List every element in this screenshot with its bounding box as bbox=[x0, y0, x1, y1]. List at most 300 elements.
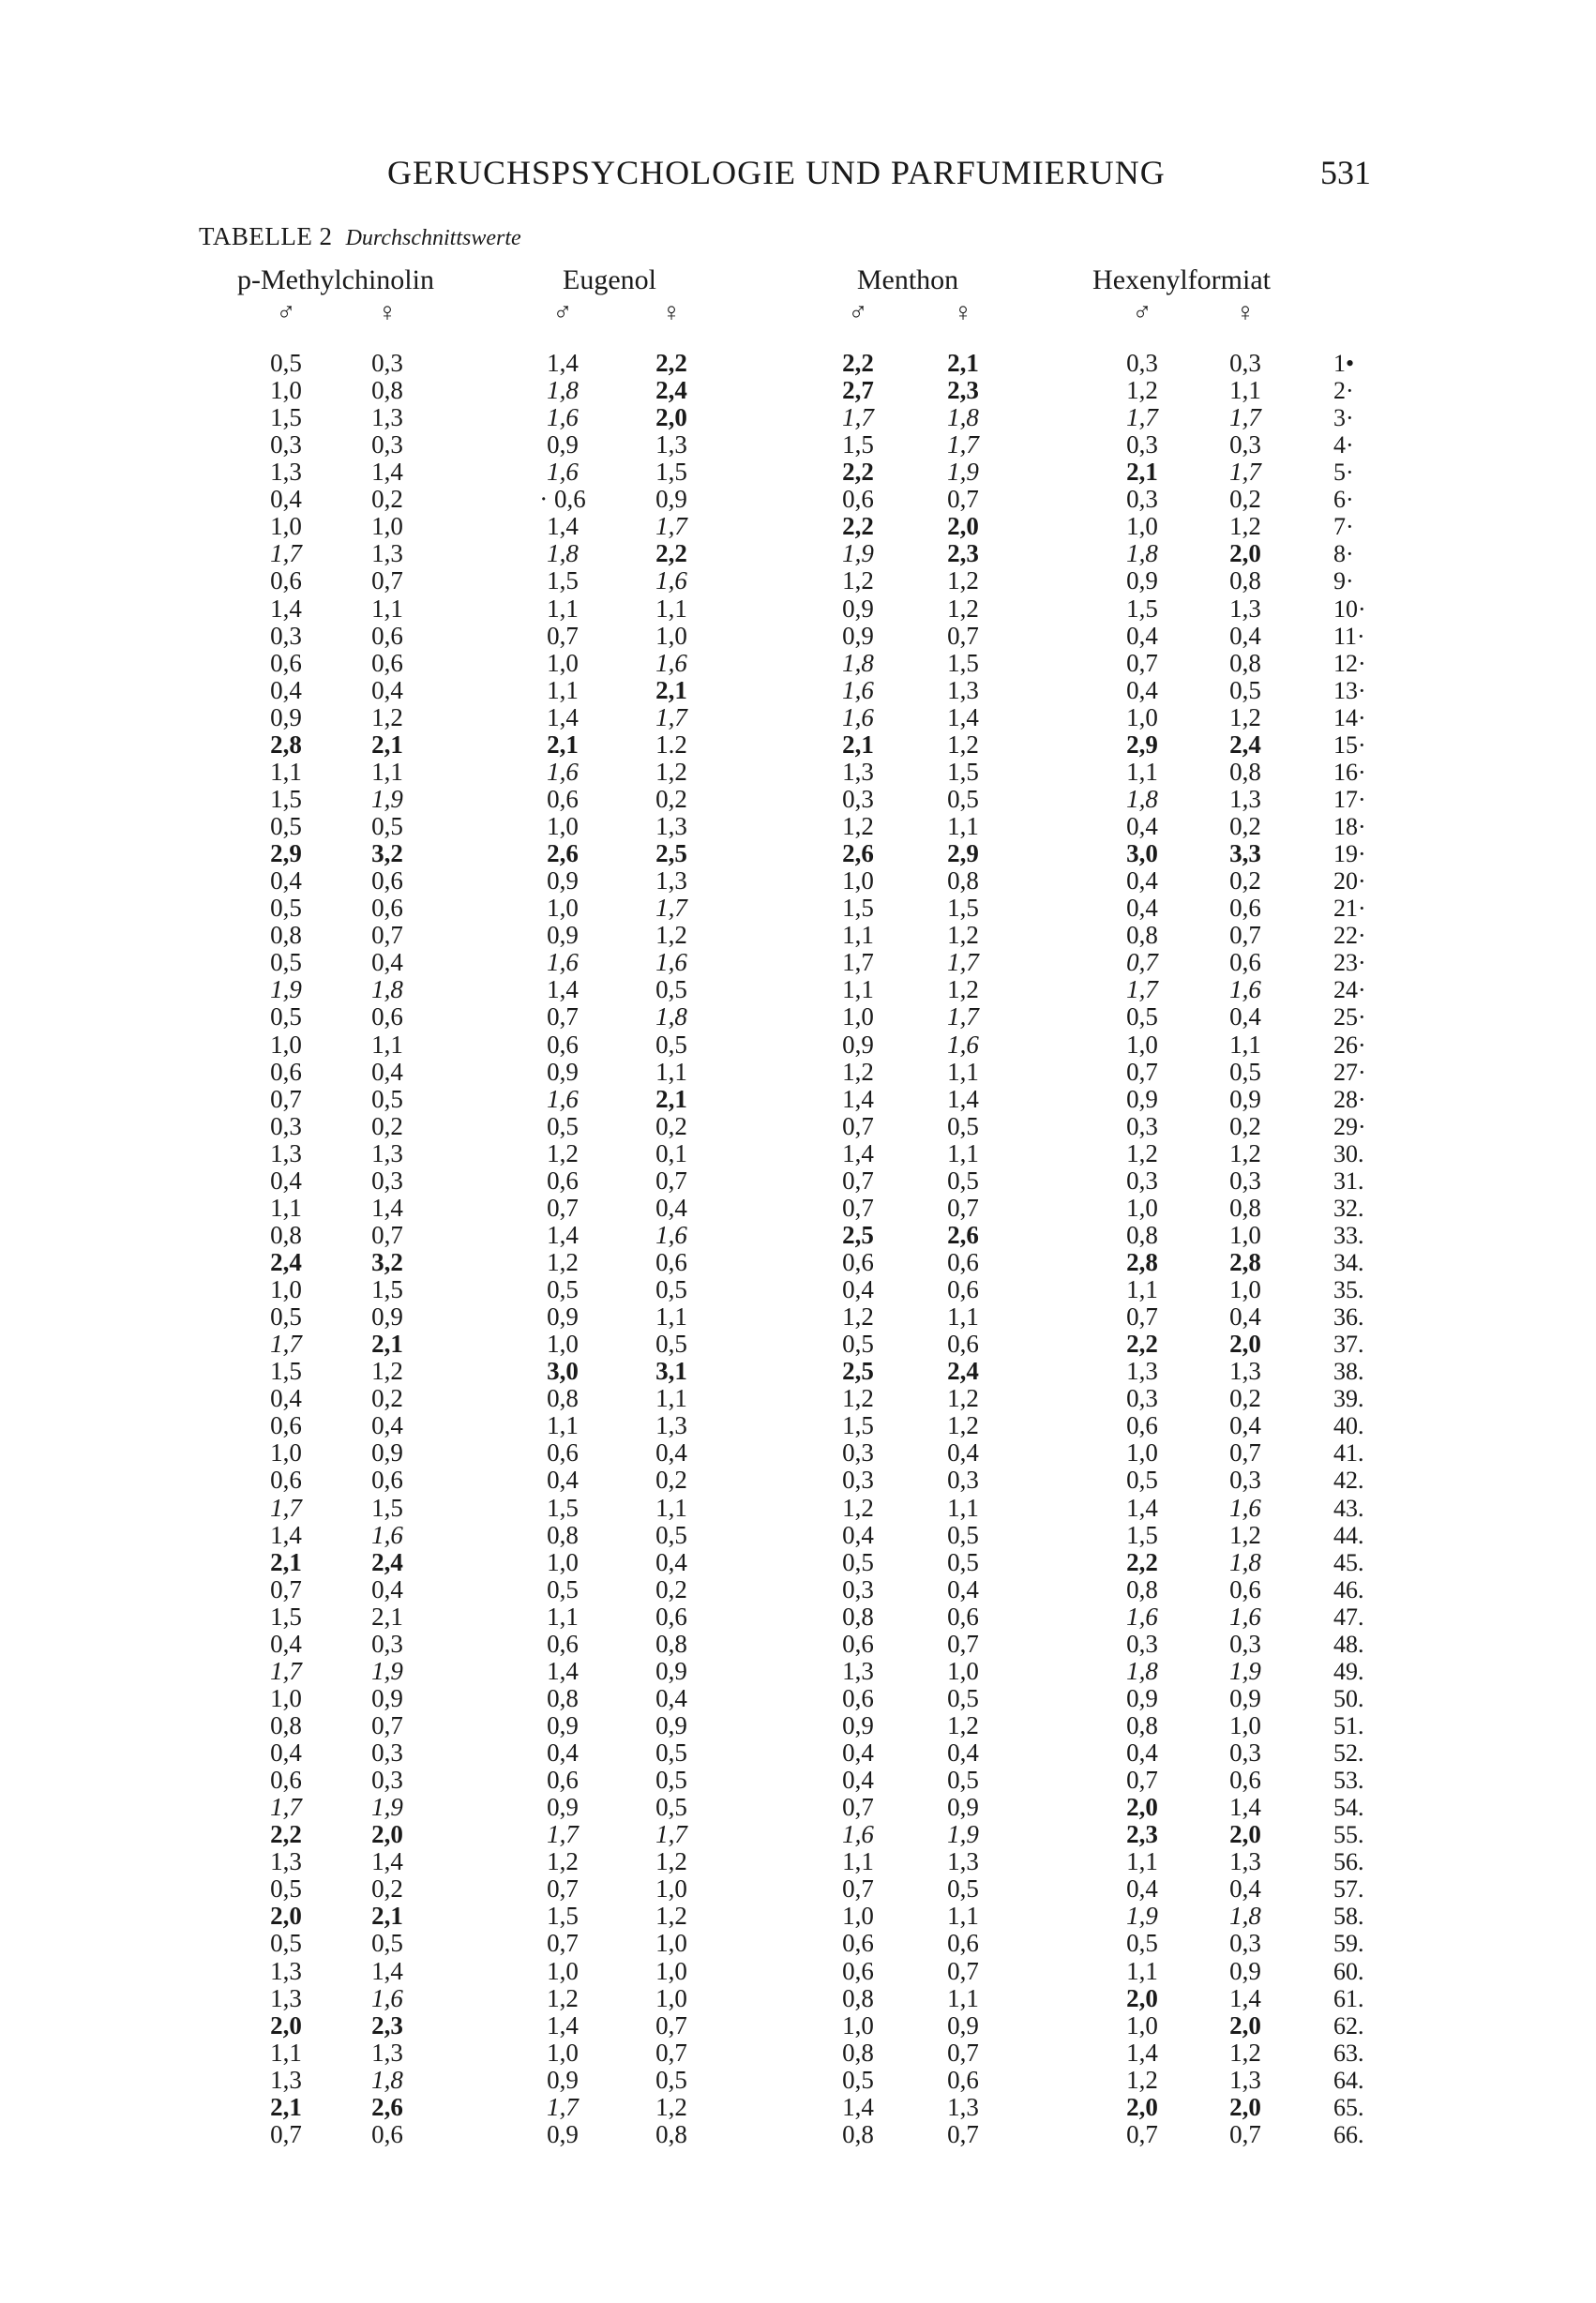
table-cell: 2,3 bbox=[371, 2010, 403, 2040]
row-number: 8· bbox=[1333, 540, 1354, 568]
table-cell: 1,3 bbox=[270, 2065, 302, 2094]
table-cell: 1,3 bbox=[371, 539, 403, 568]
table-cell: 1,4 bbox=[547, 975, 579, 1004]
table-cell: 1,7 bbox=[1126, 975, 1158, 1004]
table-cell: 1,2 bbox=[1229, 512, 1261, 541]
table-cell: 1,2 bbox=[947, 975, 979, 1004]
table-cell: 1,8 bbox=[1126, 1656, 1158, 1685]
table-cell: 1,2 bbox=[947, 921, 979, 950]
table-cell: 1,6 bbox=[1229, 1493, 1261, 1522]
table-cell: 1,7 bbox=[547, 2092, 579, 2121]
table-cell: 0,2 bbox=[371, 1384, 403, 1413]
table-cell: 1,1 bbox=[842, 921, 874, 950]
table-cell: 1,1 bbox=[1126, 1847, 1158, 1876]
table-cell: 1,8 bbox=[1229, 1547, 1261, 1576]
table-cell: 1,0 bbox=[655, 1983, 687, 2012]
table-cell: 0,6 bbox=[947, 1929, 979, 1958]
table-cell: 1,1 bbox=[947, 1493, 979, 1522]
table-cell: 0,4 bbox=[947, 1438, 979, 1468]
table-cell: 1,6 bbox=[547, 1084, 579, 1113]
table-cell: 0,5 bbox=[371, 1084, 403, 1113]
table-cell: 0,9 bbox=[842, 1711, 874, 1739]
table-cell: 3,1 bbox=[655, 1357, 687, 1386]
column-header-eugenol: Eugenol bbox=[563, 264, 656, 295]
table-cell: 1,2 bbox=[1126, 376, 1158, 405]
table-cell: 0,7 bbox=[1229, 921, 1261, 950]
row-number: 58. bbox=[1333, 1903, 1364, 1931]
row-number: 63. bbox=[1333, 2039, 1364, 2067]
table-cell: 0,9 bbox=[547, 1302, 579, 1332]
table-cell: 0,7 bbox=[947, 2038, 979, 2067]
table-cell: 0,6 bbox=[1126, 1411, 1158, 1440]
table-cell: 2,0 bbox=[1229, 1820, 1261, 1849]
table-row bbox=[0, 1767, 1596, 1794]
table-cell: 1,5 bbox=[371, 1493, 403, 1522]
table-cell: 0,3 bbox=[371, 1629, 403, 1658]
table-cell: 0,3 bbox=[1126, 485, 1158, 514]
table-cell: 2,4 bbox=[947, 1357, 979, 1386]
table-cell: 1,5 bbox=[842, 430, 874, 459]
table-cell: 0,2 bbox=[655, 784, 687, 813]
table-cell: 1,1 bbox=[1229, 376, 1261, 405]
table-cell: 0,3 bbox=[371, 1739, 403, 1768]
table-cell: 1,8 bbox=[371, 975, 403, 1004]
table-cell: 2,4 bbox=[371, 1547, 403, 1576]
table-cell: 0,9 bbox=[1229, 1683, 1261, 1712]
table-cell: 1,2 bbox=[655, 2092, 687, 2121]
table-row bbox=[0, 1685, 1596, 1712]
table-cell: 1,4 bbox=[270, 594, 302, 623]
table-cell: 0,4 bbox=[947, 1574, 979, 1603]
table-cell: 0,5 bbox=[655, 1275, 687, 1304]
table-cell: 1,6 bbox=[842, 702, 874, 731]
table-cell: 1,1 bbox=[947, 1138, 979, 1167]
table-cell: 0,9 bbox=[655, 1656, 687, 1685]
table-row bbox=[0, 840, 1596, 867]
table-cell: 0,3 bbox=[1229, 1466, 1261, 1495]
table-cell: 0,4 bbox=[270, 866, 302, 896]
table-cell: 0,4 bbox=[1126, 866, 1158, 896]
table-cell: 1,2 bbox=[842, 1057, 874, 1086]
table-cell: 0,5 bbox=[655, 1739, 687, 1768]
table-cell: 1,1 bbox=[842, 975, 874, 1004]
table-cell: 1,1 bbox=[371, 1030, 403, 1059]
table-cell: 2,8 bbox=[1126, 1247, 1158, 1276]
table-cell: 2,3 bbox=[947, 539, 979, 568]
table-cell: 2,0 bbox=[270, 2010, 302, 2040]
table-cell: 0,3 bbox=[1126, 1629, 1158, 1658]
table-cell: 0,3 bbox=[1126, 430, 1158, 459]
table-cell: 0,8 bbox=[1229, 648, 1261, 677]
table-cell: 0,8 bbox=[1126, 1711, 1158, 1739]
row-number: 46. bbox=[1333, 1575, 1364, 1603]
table-cell: 0,8 bbox=[842, 2119, 874, 2148]
table-row bbox=[0, 759, 1596, 786]
table-cell: 1,8 bbox=[947, 403, 979, 432]
row-number: 53. bbox=[1333, 1767, 1364, 1795]
table-cell: 0,4 bbox=[270, 485, 302, 514]
table-cell: 0,4 bbox=[1229, 1002, 1261, 1031]
table-cell: 0,5 bbox=[655, 1330, 687, 1359]
table-cell: 0,3 bbox=[1126, 1166, 1158, 1195]
table-cell: 0,9 bbox=[547, 1711, 579, 1739]
table-cell: 1,3 bbox=[655, 1411, 687, 1440]
table-cell: 1,0 bbox=[655, 1929, 687, 1958]
row-number: 60. bbox=[1333, 1957, 1364, 1985]
table-row bbox=[0, 1412, 1596, 1439]
table-cell: 1,3 bbox=[371, 403, 403, 432]
table-cell: 1,2 bbox=[947, 1384, 979, 1413]
table-cell: 1,0 bbox=[547, 812, 579, 841]
table-cell: 0,7 bbox=[1126, 1057, 1158, 1086]
table-cell: 0,3 bbox=[1229, 430, 1261, 459]
table-label: TABELLE 2 bbox=[199, 222, 333, 250]
table-cell: 1,1 bbox=[947, 1983, 979, 2012]
table-cell: 0,6 bbox=[655, 1602, 687, 1631]
sex-header-female: ♀ bbox=[953, 298, 973, 327]
table-cell: 0,7 bbox=[547, 621, 579, 650]
row-number: 33. bbox=[1333, 1221, 1364, 1249]
table-cell: 2,1 bbox=[270, 1547, 302, 1576]
table-row bbox=[0, 1222, 1596, 1249]
table-row bbox=[0, 1195, 1596, 1222]
table-cell: 2,1 bbox=[842, 730, 874, 759]
table-cell: 1,3 bbox=[947, 675, 979, 704]
row-number: 42. bbox=[1333, 1467, 1364, 1495]
table-cell: 1,7 bbox=[547, 1820, 579, 1849]
table-cell: 0,9 bbox=[1126, 566, 1158, 595]
table-cell: 1,4 bbox=[371, 1956, 403, 1985]
table-cell: 1,2 bbox=[547, 1983, 579, 2012]
table-cell: 0,5 bbox=[842, 1330, 874, 1359]
table-cell: 1,3 bbox=[947, 1847, 979, 1876]
table-cell: 1,1 bbox=[371, 757, 403, 786]
table-cell: 0,6 bbox=[270, 566, 302, 595]
table-cell: 0,9 bbox=[1229, 1084, 1261, 1113]
table-cell: 0,4 bbox=[1229, 1411, 1261, 1440]
table-cell: 1,2 bbox=[842, 1493, 874, 1522]
table-cell: 0,3 bbox=[1126, 1384, 1158, 1413]
table-cell: 0,5 bbox=[947, 1547, 979, 1576]
table-cell: 1,0 bbox=[1126, 512, 1158, 541]
row-number: 21· bbox=[1333, 895, 1366, 923]
row-number: 12· bbox=[1333, 649, 1366, 677]
table-cell: 1,4 bbox=[270, 1520, 302, 1549]
table-row bbox=[0, 1985, 1596, 2012]
table-cell: 1,0 bbox=[842, 1902, 874, 1931]
table-cell: 0,5 bbox=[947, 784, 979, 813]
table-cell: 1,0 bbox=[270, 376, 302, 405]
table-cell: 0,7 bbox=[1126, 1302, 1158, 1332]
row-number: 25· bbox=[1333, 1003, 1366, 1031]
table-cell: 1,6 bbox=[547, 757, 579, 786]
table-cell: 2,5 bbox=[655, 839, 687, 868]
table-cell: 0,6 bbox=[371, 2119, 403, 2148]
table-cell: 1,1 bbox=[547, 594, 579, 623]
table-cell: 0,8 bbox=[1126, 921, 1158, 950]
table-cell: 1,6 bbox=[655, 1220, 687, 1249]
table-cell: 0,3 bbox=[270, 621, 302, 650]
table-cell: 0,8 bbox=[1229, 566, 1261, 595]
table-cell: 1,7 bbox=[655, 702, 687, 731]
table-cell: 1,5 bbox=[1126, 1520, 1158, 1549]
table-cell: 0,7 bbox=[947, 2119, 979, 2148]
table-cell: 1,3 bbox=[655, 430, 687, 459]
table-cell: 0,8 bbox=[270, 921, 302, 950]
table-cell: 1,4 bbox=[1126, 1493, 1158, 1522]
row-number: 50. bbox=[1333, 1684, 1364, 1712]
table-row bbox=[0, 2012, 1596, 2040]
table-row bbox=[0, 1059, 1596, 1086]
table-cell: 0,8 bbox=[371, 376, 403, 405]
table-cell: 1,8 bbox=[655, 1002, 687, 1031]
table-cell: 0,5 bbox=[270, 894, 302, 923]
table-cell: 0,5 bbox=[842, 2065, 874, 2094]
table-cell: 1,2 bbox=[1229, 702, 1261, 731]
table-cell: 0,5 bbox=[1126, 1929, 1158, 1958]
table-cell: 1,8 bbox=[547, 539, 579, 568]
table-cell: 1.2 bbox=[655, 730, 687, 759]
table-cell: 1,4 bbox=[371, 458, 403, 487]
table-cell: 0,7 bbox=[842, 1111, 874, 1140]
table-cell: 1,5 bbox=[947, 648, 979, 677]
table-cell: 0,6 bbox=[947, 1602, 979, 1631]
row-number: 66. bbox=[1333, 2120, 1364, 2148]
table-cell: 0,5 bbox=[270, 1302, 302, 1332]
table-cell: 1,2 bbox=[947, 730, 979, 759]
table-cell: 0,4 bbox=[371, 1411, 403, 1440]
table-cell: 1,2 bbox=[1229, 1138, 1261, 1167]
table-cell: 1,4 bbox=[1229, 1793, 1261, 1822]
row-number: 55. bbox=[1333, 1821, 1364, 1849]
table-row bbox=[0, 1549, 1596, 1576]
table-cell: 1,4 bbox=[547, 349, 579, 377]
table-cell: 2,6 bbox=[842, 839, 874, 868]
table-cell: 1,2 bbox=[547, 1247, 579, 1276]
table-cell: 0,2 bbox=[1229, 812, 1261, 841]
table-cell: 2,5 bbox=[842, 1220, 874, 1249]
table-cell: 0,8 bbox=[842, 1983, 874, 2012]
table-cell: 1,9 bbox=[842, 539, 874, 568]
page-number: 531 bbox=[1320, 154, 1371, 191]
table-cell: 1,0 bbox=[1126, 1438, 1158, 1468]
table-cell: 1,6 bbox=[547, 458, 579, 487]
table-caption bbox=[199, 222, 521, 251]
table-cell: 0,3 bbox=[371, 1766, 403, 1795]
table-cell: 2,1 bbox=[655, 1084, 687, 1113]
table-cell: 1,7 bbox=[270, 1793, 302, 1822]
table-cell: 1,3 bbox=[270, 1956, 302, 1985]
table-cell: 0,6 bbox=[547, 1438, 579, 1468]
row-number: 51. bbox=[1333, 1712, 1364, 1739]
table-cell: 1,2 bbox=[655, 757, 687, 786]
table-cell: 1,9 bbox=[371, 1656, 403, 1685]
row-number: 52. bbox=[1333, 1739, 1364, 1768]
row-number: 2· bbox=[1333, 377, 1354, 405]
table-cell: 0,5 bbox=[947, 1766, 979, 1795]
table-cell: 1,9 bbox=[371, 784, 403, 813]
column-header-menthon: Menthon bbox=[856, 264, 959, 295]
table-cell: 0,6 bbox=[1229, 894, 1261, 923]
table-cell: 1,1 bbox=[655, 1384, 687, 1413]
table-cell: 0,1 bbox=[655, 1138, 687, 1167]
table-cell: 1,8 bbox=[1229, 1902, 1261, 1931]
table-cell: 0,6 bbox=[547, 1766, 579, 1795]
table-cell: 2,1 bbox=[371, 1602, 403, 1631]
table-cell: 0,7 bbox=[842, 1874, 874, 1904]
table-cell: 0,9 bbox=[1229, 1956, 1261, 1985]
table-cell: 0,4 bbox=[947, 1739, 979, 1768]
table-cell: 0,7 bbox=[1229, 2119, 1261, 2148]
table-row bbox=[0, 350, 1596, 377]
table-cell: 0,7 bbox=[947, 621, 979, 650]
table-cell: 1,0 bbox=[270, 1275, 302, 1304]
table-cell: 0,5 bbox=[947, 1874, 979, 1904]
table-row bbox=[0, 1576, 1596, 1603]
table-cell: 0,3 bbox=[1126, 349, 1158, 377]
row-number: 15· bbox=[1333, 730, 1366, 759]
table-cell: 1,7 bbox=[947, 1002, 979, 1031]
table-cell: 1,9 bbox=[270, 975, 302, 1004]
table-cell: 1,4 bbox=[842, 1084, 874, 1113]
table-cell: 1,8 bbox=[1126, 784, 1158, 813]
table-cell: 1,0 bbox=[842, 2010, 874, 2040]
row-number: 65. bbox=[1333, 2093, 1364, 2121]
table-cell: 0,6 bbox=[270, 1766, 302, 1795]
table-cell: 0,4 bbox=[842, 1766, 874, 1795]
row-number: 26· bbox=[1333, 1031, 1366, 1059]
table-cell: 0,2 bbox=[1229, 1384, 1261, 1413]
table-cell: 1,3 bbox=[270, 458, 302, 487]
table-cell: 0,6 bbox=[547, 1166, 579, 1195]
table-cell: 0,9 bbox=[270, 702, 302, 731]
table-cell: 2,0 bbox=[655, 403, 687, 432]
sex-header-female: ♀ bbox=[1235, 298, 1256, 327]
table-cell: 1,6 bbox=[655, 948, 687, 977]
table-cell: 1,9 bbox=[1126, 1902, 1158, 1931]
table-cell: 0,3 bbox=[947, 1466, 979, 1495]
table-cell: 2,1 bbox=[371, 1902, 403, 1931]
table-row bbox=[0, 2067, 1596, 2094]
row-number: 1• bbox=[1333, 350, 1355, 377]
sex-header-male: ♂ bbox=[276, 298, 296, 327]
table-cell: 1,0 bbox=[1126, 702, 1158, 731]
table-cell: 1,2 bbox=[371, 702, 403, 731]
table-cell: 0,4 bbox=[1126, 675, 1158, 704]
table-row bbox=[0, 1794, 1596, 1821]
table-cell: 0,7 bbox=[1229, 1438, 1261, 1468]
table-cell: 1,2 bbox=[1229, 2038, 1261, 2067]
table-cell: 0,7 bbox=[1126, 948, 1158, 977]
table-cell: 1,2 bbox=[371, 1357, 403, 1386]
table-cell: 1,0 bbox=[270, 1683, 302, 1712]
table-cell: 1,5 bbox=[655, 458, 687, 487]
row-number: 43. bbox=[1333, 1494, 1364, 1522]
table-row bbox=[0, 1658, 1596, 1685]
table-cell: 0,5 bbox=[270, 1929, 302, 1958]
table-cell: 1,1 bbox=[947, 1057, 979, 1086]
table-cell: 0,4 bbox=[270, 1384, 302, 1413]
table-cell: 0,5 bbox=[947, 1166, 979, 1195]
table-cell: 2,0 bbox=[1126, 2092, 1158, 2121]
table-cell: 1,0 bbox=[655, 621, 687, 650]
row-number: 38. bbox=[1333, 1358, 1364, 1386]
table-cell: 1,5 bbox=[547, 1493, 579, 1522]
table-cell: 0,5 bbox=[1229, 675, 1261, 704]
table-cell: 0,2 bbox=[371, 1874, 403, 1904]
table-cell: 1,5 bbox=[270, 1357, 302, 1386]
table-cell: 3,0 bbox=[547, 1357, 579, 1386]
table-cell: 0,6 bbox=[547, 784, 579, 813]
table-cell: 0,5 bbox=[270, 1874, 302, 1904]
table-row bbox=[0, 1712, 1596, 1739]
table-cell: 0,8 bbox=[947, 866, 979, 896]
table-cell: 1,5 bbox=[547, 1902, 579, 1931]
table-cell: 1,1 bbox=[947, 812, 979, 841]
table-cell: 0,9 bbox=[547, 1057, 579, 1086]
table-cell: 0,4 bbox=[1229, 1874, 1261, 1904]
row-number: 18· bbox=[1333, 813, 1366, 841]
table-row bbox=[0, 895, 1596, 922]
table-cell: 1,4 bbox=[842, 2092, 874, 2121]
table-cell: 0,8 bbox=[1126, 1220, 1158, 1249]
table-cell: 0,9 bbox=[947, 2010, 979, 2040]
table-cell: 0,5 bbox=[655, 1030, 687, 1059]
table-cell: 1,7 bbox=[655, 1820, 687, 1849]
table-cell: 0,7 bbox=[655, 2038, 687, 2067]
table-row bbox=[0, 1603, 1596, 1631]
row-number: 29· bbox=[1333, 1112, 1366, 1140]
table-cell: 1,4 bbox=[547, 1656, 579, 1685]
table-cell: 1,7 bbox=[270, 539, 302, 568]
table-cell: 1,6 bbox=[655, 648, 687, 677]
table-cell: 0,5 bbox=[655, 975, 687, 1004]
table-cell: 1,3 bbox=[371, 2038, 403, 2067]
table-cell: 0,7 bbox=[947, 485, 979, 514]
table-cell: 1,2 bbox=[655, 1847, 687, 1876]
table-cell: 1,1 bbox=[270, 1193, 302, 1222]
table-cell: 0,4 bbox=[655, 1193, 687, 1222]
table-cell: 0,3 bbox=[371, 430, 403, 459]
table-cell: 1,5 bbox=[547, 566, 579, 595]
table-cell: 0,6 bbox=[842, 485, 874, 514]
table-row bbox=[0, 976, 1596, 1003]
table-cell: 1,7 bbox=[270, 1330, 302, 1359]
table-cell: 0,4 bbox=[547, 1739, 579, 1768]
sex-header-male: ♂ bbox=[848, 298, 868, 327]
table-cell: 0,6 bbox=[371, 648, 403, 677]
table-cell: 0,3 bbox=[842, 1574, 874, 1603]
table-cell: 1,5 bbox=[371, 1275, 403, 1304]
table-cell: 0,7 bbox=[371, 921, 403, 950]
table-cell: 1,0 bbox=[1126, 1030, 1158, 1059]
table-cell: 2,2 bbox=[842, 349, 874, 377]
table-cell: 1,1 bbox=[547, 1411, 579, 1440]
table-cell: 2,9 bbox=[270, 839, 302, 868]
table-cell: 0,9 bbox=[655, 485, 687, 514]
table-cell: 0,6 bbox=[270, 1411, 302, 1440]
table-cell: 0,3 bbox=[1229, 1629, 1261, 1658]
table-cell: 0,5 bbox=[655, 1766, 687, 1795]
table-cell: 0,9 bbox=[371, 1302, 403, 1332]
table-cell: 0,6 bbox=[842, 1629, 874, 1658]
table-cell: 0,6 bbox=[947, 1330, 979, 1359]
table-cell: 1,3 bbox=[1229, 594, 1261, 623]
table-cell: 0,9 bbox=[547, 430, 579, 459]
table-cell: 0,5 bbox=[1126, 1466, 1158, 1495]
table-row bbox=[0, 2121, 1596, 2148]
table-cell: 0,7 bbox=[270, 2119, 302, 2148]
